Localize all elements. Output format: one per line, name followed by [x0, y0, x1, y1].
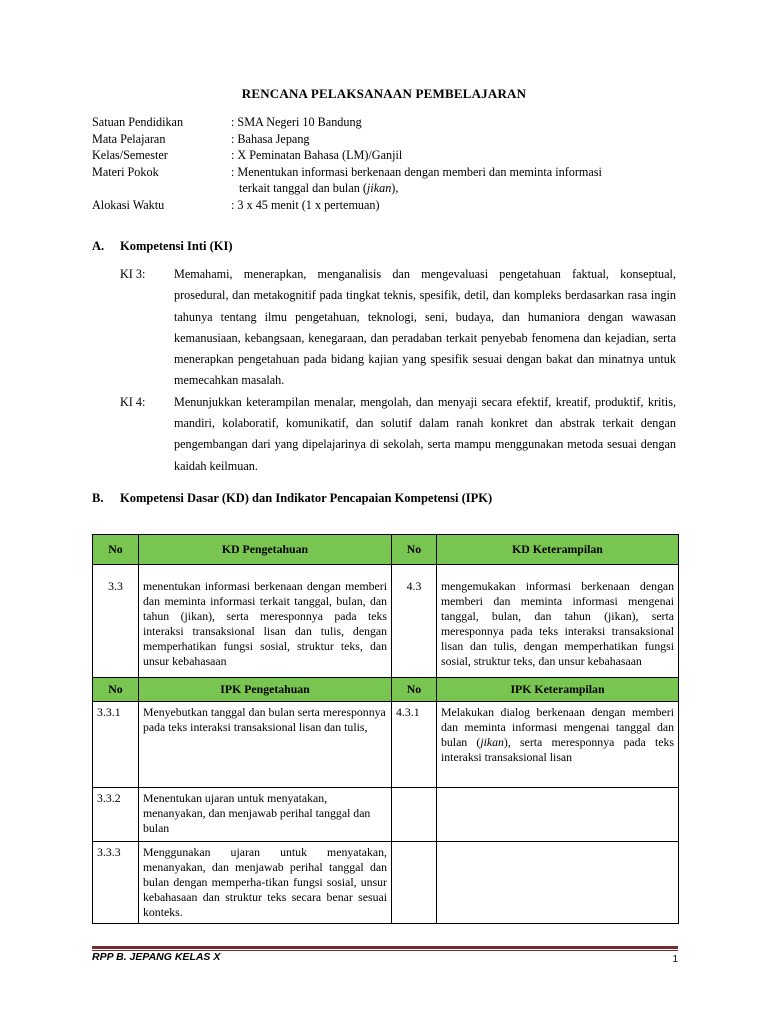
ipk-number: 3.3.3 [93, 842, 139, 924]
ipk-row [93, 702, 679, 788]
empty-cell [437, 788, 679, 842]
meta-value: : 3 x 45 menit (1 x pertemuan) [231, 197, 380, 212]
kk-number: 4.3 [392, 565, 437, 678]
footer-document-name: RPP B. JEPANG KELAS X [92, 951, 221, 963]
meta-row-satuan [92, 115, 692, 132]
ki3-text: Memahami, menerapkan, menganalisis dan mengevaluasi pengetahuan faktual, konseptual, prosedural, dan metakognitif pada tingkat teknis, spesifik, detil, dan kompleks berdasarkan rasa ingin tahunya tentang ilmu pengetahuan, teknologi, seni, budaya, dan humaniora dengan wawasan kemanusiaan, kebangsaan, kenegaraan, dan peradaban terkait penyebab fenomena dan kejadian, serta menerapkan pengetahuan pada bidang kajian yang spesifik sesuai dengan bakat dan minatnya untuk memecahkan masalah. [174, 267, 676, 388]
header-no: No [93, 678, 139, 702]
kd-header-row [93, 535, 679, 565]
meta-label: Satuan Pendidikan [92, 115, 184, 129]
meta-value: : X Peminatan Bahasa (LM)/Ganjil [231, 148, 403, 162]
header-no: No [93, 535, 139, 565]
empty-cell [392, 842, 437, 924]
meta-label: Mata Pelajaran [92, 131, 166, 146]
kd-keterampilan-text: mengemukakan informasi berkenaan dengan memberi dan meminta informasi mengenai tanggal, bulan, dan tahun (jikan), serta meresponnya pada teks interaksi transaksional lisan dan tulis, dengan memperhatikan fungsi sosial, struktur teks, dan unsur kebahasaan [437, 565, 679, 678]
header-ipk-pengetahuan: IPK Pengetahuan [139, 678, 392, 702]
meta-label: Kelas/Semester [92, 148, 168, 162]
ki3-label: KI 3: [120, 267, 146, 281]
meta-value: : Bahasa Jepang [231, 131, 310, 146]
document-title: RENCANA PELAKSANAAN PEMBELAJARAN [241, 86, 527, 101]
ipk-number: 3.3.2 [93, 788, 139, 842]
header-no: No [392, 535, 437, 565]
kd-row [93, 565, 679, 678]
header-ipk-keterampilan: IPK Keterampilan [437, 678, 679, 702]
text-fragment: ), [391, 181, 399, 195]
section-letter: B. [92, 491, 104, 505]
kd-number: 3.3 [93, 565, 139, 678]
header-no: No [392, 678, 437, 702]
empty-cell [392, 788, 437, 842]
ki4-text: Menunjukkan keterampilan menalar, mengolah, dan menyaji secara efektif, kreatif, produktif, kritis, mandiri, kolaboratif, komunikatif, dan solutif dalam ranah konkret dan abstrak terkait dengan pengembangan dari yang dipelajarinya di sekolah, serta mampu menggunakan metoda sesuai dengan kaidah keilmuan. [174, 394, 676, 473]
section-b-heading [92, 490, 492, 506]
italic-term: jikan [480, 735, 504, 750]
empty-cell [437, 842, 679, 924]
ki4-label: KI 4: [120, 394, 146, 409]
header-kd-pengetahuan: KD Pengetahuan [139, 535, 392, 565]
ipk-keterampilan-number: 4.3.1 [392, 702, 437, 788]
meta-row-mapel [92, 132, 692, 149]
section-title: Kompetensi Inti (KI) [120, 239, 233, 253]
ipk-header-row [93, 678, 679, 702]
meta-value: : SMA Negeri 10 Bandung [231, 115, 362, 129]
ki-list [120, 264, 676, 477]
section-a-heading [92, 238, 233, 254]
meta-value [231, 181, 692, 198]
section-title: Kompetensi Dasar (KD) dan Indikator Pencapaian Kompetensi (IPK) [120, 491, 493, 505]
ipk-number: 3.3.1 [93, 702, 139, 788]
ipk-keterampilan-text [437, 702, 679, 788]
meta-row-materi [92, 165, 692, 182]
ipk-pengetahuan-text: Menggunakan ujaran untuk menyatakan, menanyakan, dan menjawab perihal tanggal dan bulan dengan memperha-tikan fungsi sosial, unsur kebahasaan dan struktur teks secara benar sesuai konteks. [139, 842, 392, 924]
ipk-row [93, 788, 679, 842]
ki4-item [120, 392, 676, 477]
meta-label-empty [92, 181, 231, 198]
kd-ipk-table [92, 534, 679, 924]
text-fragment: Melakukan dialog berkenaan dengan memberi dan meminta informasi mengenai tanggal dan bulan ( [441, 705, 674, 750]
meta-value: : Menentukan informasi berkenaan dengan memberi dan meminta informasi [231, 164, 602, 179]
kd-pengetahuan-text: menentukan informasi berkenaan dengan memberi dan meminta informasi terkait tanggal, bulan, dan tahun (jikan), serta meresponnya pada teks interaksi transaksional lisan dan tulis, dengan memperhatikan fungsi sosial, struktur teks, dan unsur kebahasaan [139, 565, 392, 678]
ipk-pengetahuan-text: Menyebutkan tanggal dan bulan serta meresponnya pada teks interaksi transaksional lisan dan tulis, [139, 702, 392, 788]
meta-label: Materi Pokok [92, 164, 159, 179]
meta-label: Alokasi Waktu [92, 197, 165, 212]
page-number: 1 [672, 954, 678, 965]
ipk-pengetahuan-text: Menentukan ujaran untuk menyatakan, menanyakan, dan menjawab perihal tanggal dan bulan [139, 788, 392, 842]
footer-rule-thick [92, 946, 678, 949]
text-fragment: ), serta meresponnya pada teks interaksi transaksional lisan [441, 735, 674, 765]
ipk-row [93, 842, 679, 924]
italic-term: jikan [366, 181, 392, 195]
header-kd-keterampilan: KD Keterampilan [437, 535, 679, 565]
meta-row-kelas [92, 148, 692, 165]
ki3-item [120, 264, 676, 392]
meta-row-materi-cont [92, 181, 692, 198]
section-letter: A. [92, 239, 105, 253]
meta-row-alokasi [92, 198, 692, 215]
text-fragment: terkait tanggal dan bulan ( [239, 181, 367, 195]
identity-block [92, 115, 692, 214]
